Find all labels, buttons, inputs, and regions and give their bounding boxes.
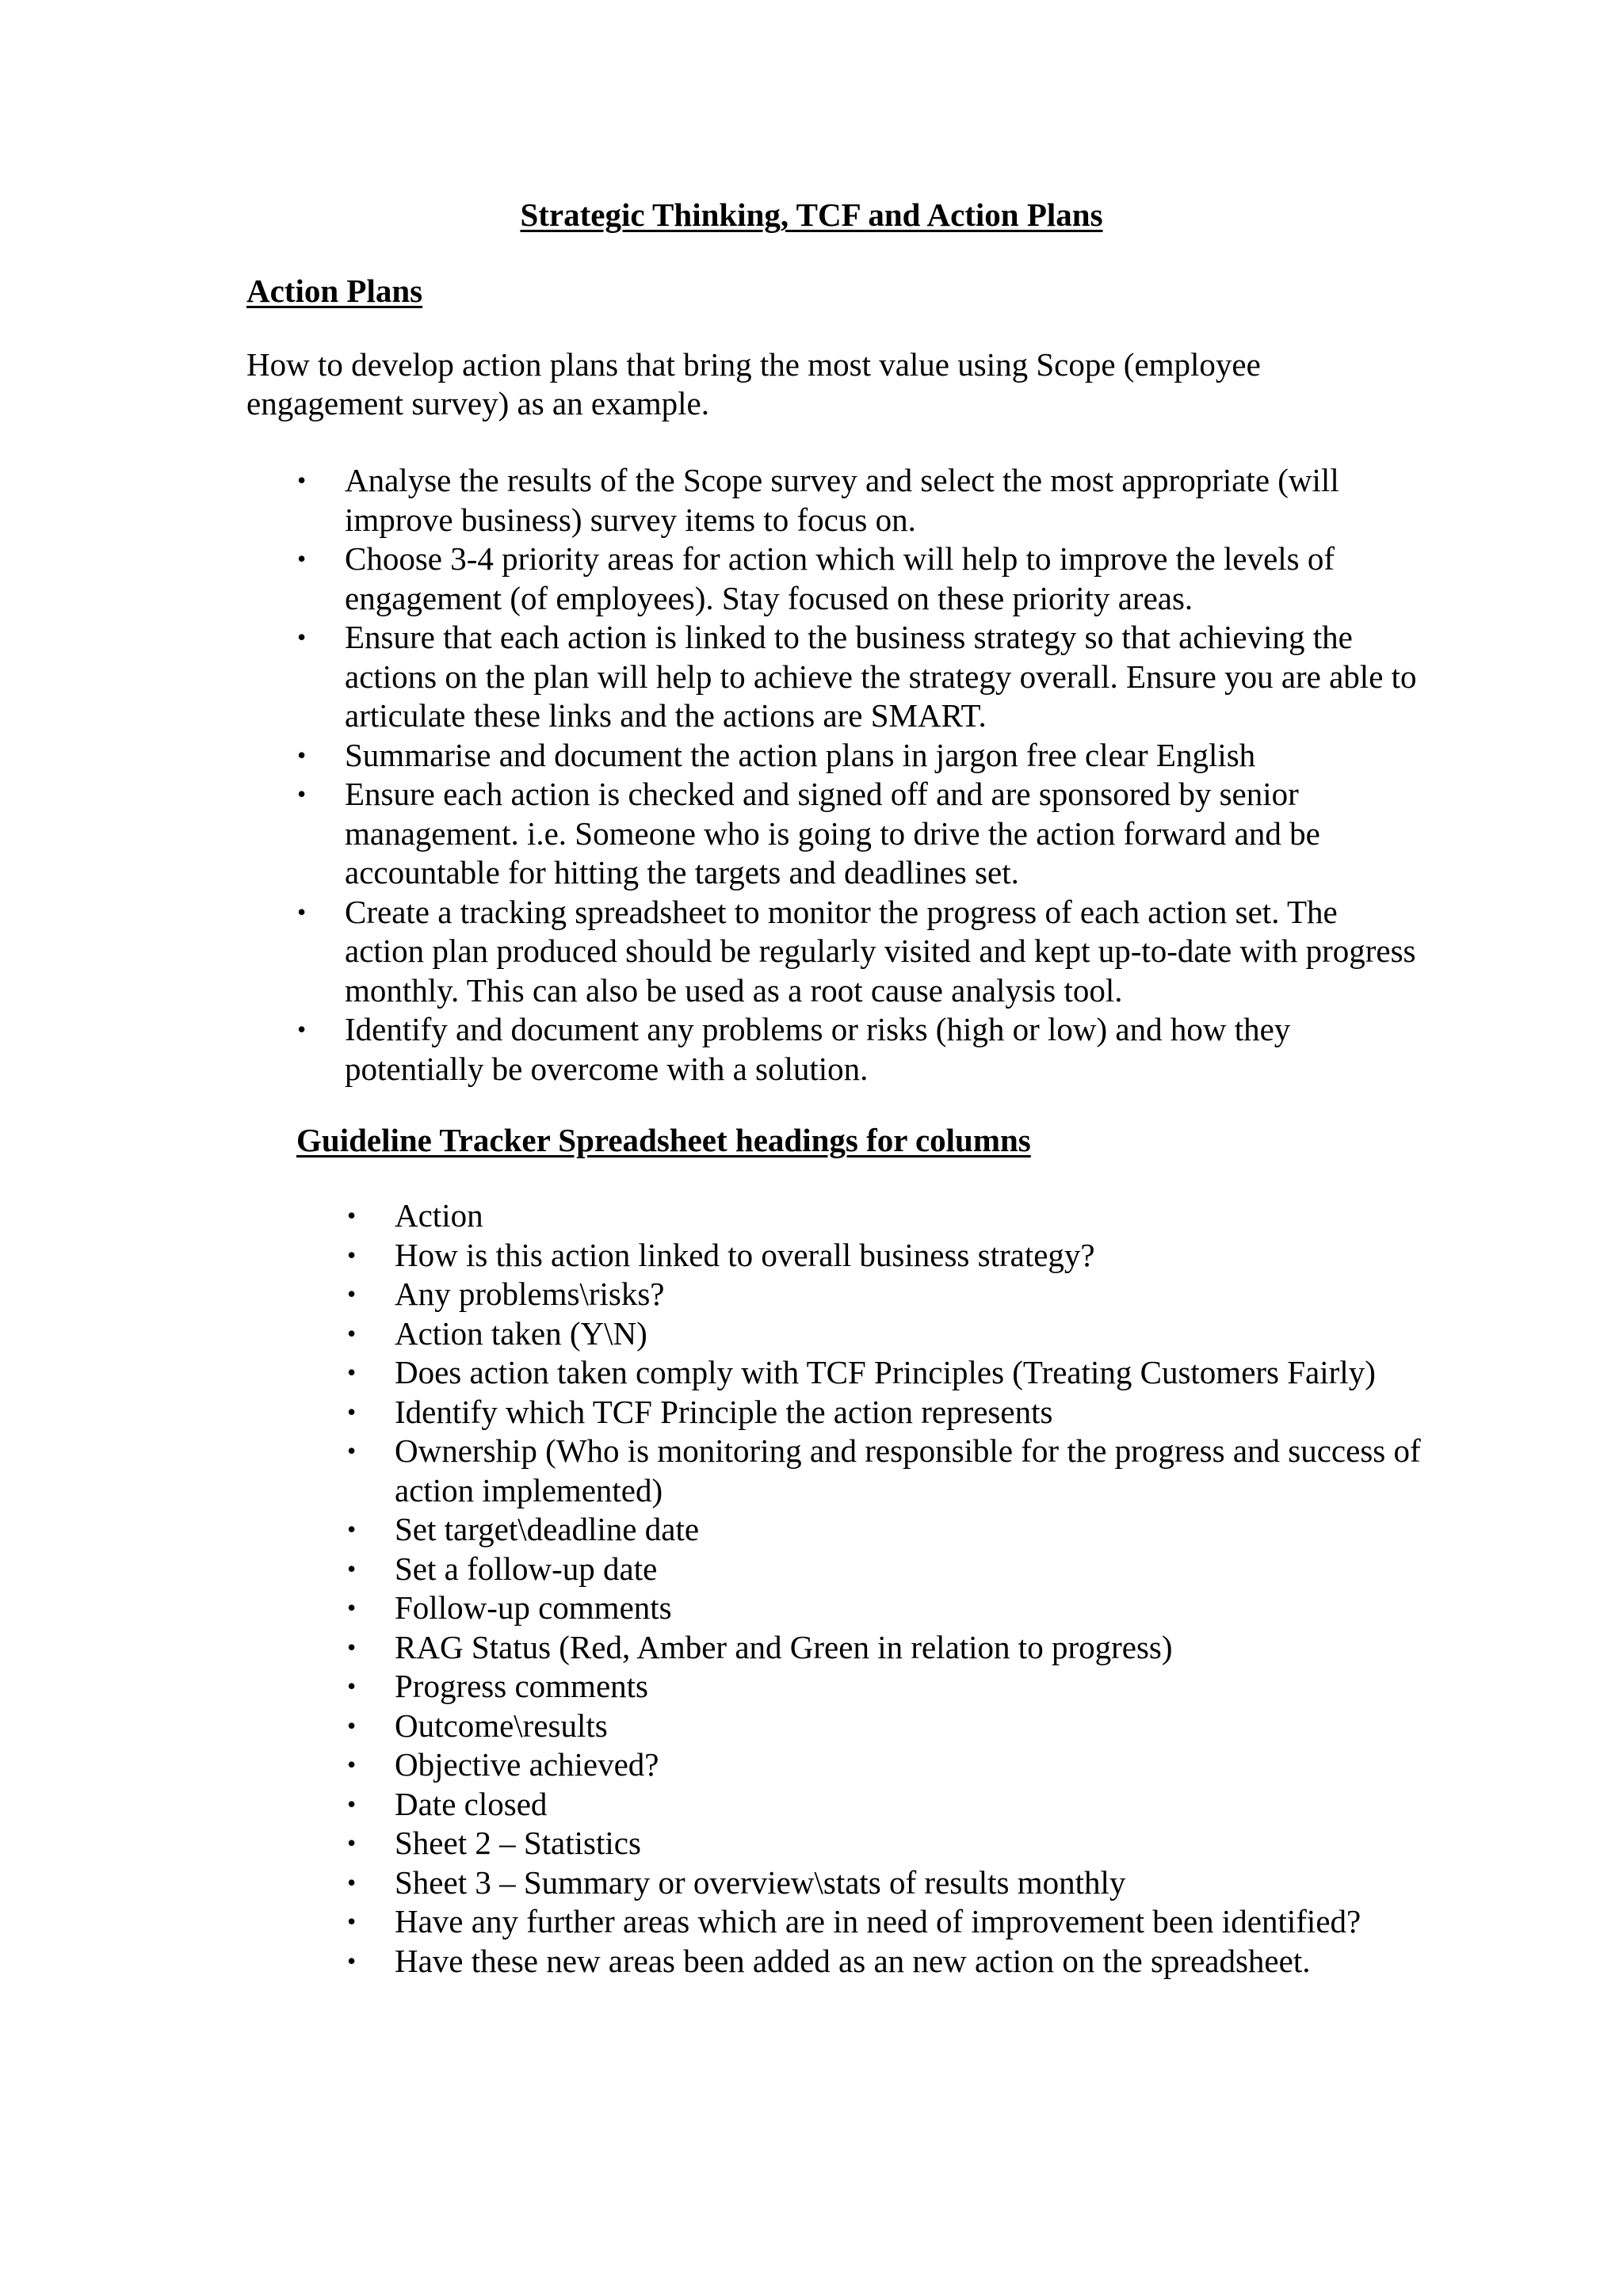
bullet-icon: • — [347, 1593, 357, 1622]
list-item-text: Ensure each action is checked and signed off and are sponsored by senior management. i.e. Someone who is going to drive the action forward and be accountable for hitting the targets and deadlines set. — [345, 776, 1320, 891]
list-item — [296, 1902, 1422, 1942]
action-steps-list — [246, 461, 1419, 1089]
list-item-text: Choose 3-4 priority areas for action which will help to improve the levels of engagement (of employees). Stay focused on these priority areas. — [345, 540, 1335, 616]
bullet-icon: • — [347, 1632, 357, 1661]
list-item — [246, 461, 1419, 540]
list-item — [296, 1589, 1422, 1628]
list-item — [296, 1863, 1422, 1903]
list-item-text: Action — [395, 1197, 483, 1234]
list-item — [296, 1432, 1422, 1510]
bullet-icon: • — [297, 544, 307, 573]
bullet-icon: • — [297, 466, 307, 494]
section-heading-action-plans: Action Plans — [246, 273, 423, 309]
bullet-icon: • — [297, 1015, 307, 1043]
list-item-text: Progress comments — [395, 1668, 648, 1704]
bullet-icon: • — [347, 1240, 357, 1269]
tracker-columns-list — [296, 1196, 1422, 1981]
list-item — [296, 1550, 1422, 1589]
list-item — [296, 1707, 1422, 1746]
list-item-text: Sheet 3 – Summary or overview\stats of results monthly — [395, 1863, 1126, 1901]
list-item-text: Set a follow-up date — [395, 1550, 658, 1587]
bullet-icon: • — [347, 1946, 357, 1975]
list-item-text: Any problems\risks? — [395, 1276, 665, 1312]
bullet-icon: • — [347, 1672, 357, 1700]
list-item — [296, 1510, 1422, 1550]
list-item — [246, 775, 1419, 893]
list-item — [296, 1314, 1422, 1354]
list-item-text: Summarise and document the action plans in jargon free clear English — [345, 736, 1256, 773]
list-item — [296, 1667, 1422, 1707]
document-title: Strategic Thinking, TCF and Action Plans — [520, 196, 1103, 233]
list-item-text: RAG Status (Red, Amber and Green in relation to progress) — [395, 1628, 1173, 1665]
bullet-icon: • — [347, 1280, 357, 1308]
bullet-icon: • — [347, 1711, 357, 1740]
list-item — [296, 1236, 1422, 1276]
bullet-icon: • — [347, 1318, 357, 1348]
list-item-text: Sheet 2 – Statistics — [395, 1825, 641, 1861]
list-item-text: Action taken (Y\N) — [395, 1314, 647, 1352]
bullet-icon: • — [347, 1907, 357, 1936]
list-item-text: Have any further areas which are in need of improvement been identified? — [395, 1903, 1361, 1939]
bullet-icon: • — [297, 740, 307, 769]
bullet-icon: • — [347, 1750, 357, 1779]
list-item-text: Follow-up comments — [395, 1589, 672, 1626]
list-item — [296, 1785, 1422, 1825]
list-item-text: Have these new areas been added as an new action on the spreadsheet. — [395, 1942, 1311, 1979]
list-item-text: Objective achieved? — [395, 1746, 659, 1783]
bullet-icon: • — [347, 1867, 357, 1897]
list-item — [296, 1745, 1422, 1785]
list-item — [246, 736, 1419, 776]
bullet-icon: • — [347, 1515, 357, 1543]
bullet-icon: • — [347, 1829, 357, 1857]
list-item — [296, 1824, 1422, 1863]
list-item — [296, 1196, 1422, 1236]
bullet-icon: • — [347, 1789, 357, 1818]
list-item — [296, 1628, 1422, 1668]
bullet-icon: • — [347, 1201, 357, 1230]
list-item-text: Ownership (Who is monitoring and responsible for the progress and success of action implemented) — [395, 1432, 1421, 1508]
bullet-icon: • — [347, 1358, 357, 1386]
intro-paragraph: How to develop action plans that bring the most value using Scope (employee engagement survey) as an example. — [246, 346, 1261, 421]
bullet-icon: • — [297, 897, 307, 926]
bullet-icon: • — [347, 1436, 357, 1465]
list-item — [246, 618, 1419, 736]
list-item-text: Ensure that each action is linked to the business strategy so that achieving the actions on the plan will help to achieve the strategy overall. Ensure you are able to articulate these links and the actions are SMART. — [345, 619, 1417, 734]
list-item — [296, 1353, 1422, 1393]
list-item-text: How is this action linked to overall business strategy? — [395, 1236, 1095, 1273]
bullet-icon: • — [297, 780, 307, 808]
bullet-icon: • — [347, 1554, 357, 1583]
list-item — [296, 1393, 1422, 1432]
list-item — [296, 1942, 1422, 1981]
list-item-text: Identify and document any problems or risks (high or low) and how they potentially be overcome with a solution. — [345, 1011, 1291, 1087]
list-item-text: Identify which TCF Principle the action represents — [395, 1393, 1053, 1430]
list-item-text: Date closed — [395, 1785, 548, 1822]
list-item — [246, 540, 1419, 618]
bullet-icon: • — [297, 623, 307, 651]
bullet-icon: • — [347, 1397, 357, 1426]
list-item-text: Outcome\results — [395, 1707, 608, 1744]
list-item-text: Set target\deadline date — [395, 1511, 700, 1547]
list-item-text: Create a tracking spreadsheet to monitor the progress of each action set. The action plan produced should be regularly visited and kept up-to-date with progress monthly. This can also be used as a root cause analysis tool. — [345, 893, 1416, 1009]
tracker-heading: Guideline Tracker Spreadsheet headings for columns — [296, 1122, 1031, 1158]
list-item — [246, 893, 1419, 1011]
list-item — [296, 1275, 1422, 1314]
list-item-text: Analyse the results of the Scope survey and select the most appropriate (will improve business) survey items to focus on. — [345, 462, 1339, 538]
list-item-text: Does action taken comply with TCF Principles (Treating Customers Fairly) — [395, 1354, 1376, 1390]
list-item — [246, 1010, 1419, 1089]
